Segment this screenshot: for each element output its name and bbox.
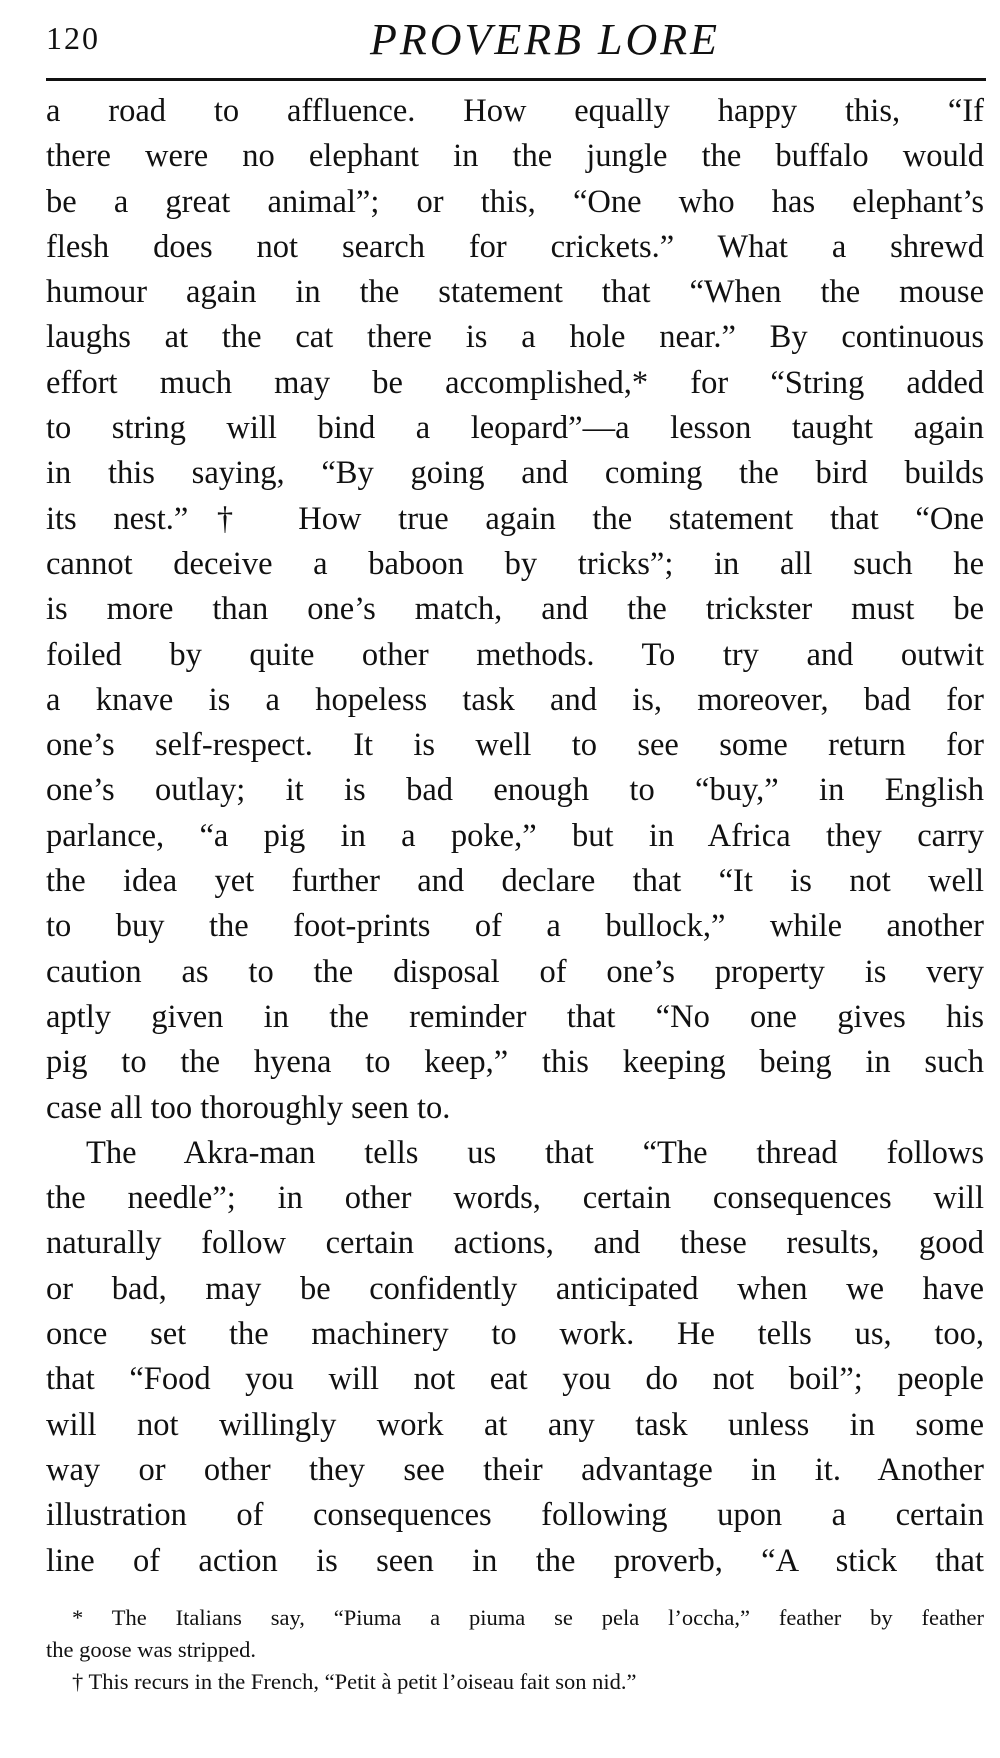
footnote-line: * The Italians say, “Piuma a piuma se pela l’occha,” feather by feather <box>72 1604 984 1630</box>
footnote-line: the goose was stripped. <box>46 1636 256 1662</box>
text-line: the needle”; in other words, certain consequences will <box>46 1180 984 1217</box>
text-line: foiled by quite other methods. To try and outwit <box>46 636 984 673</box>
footnotes <box>46 1602 984 1698</box>
running-head <box>46 14 984 68</box>
text-line: or bad, may be confidently anticipated when we have <box>46 1270 984 1307</box>
text-line: aptly given in the reminder that “No one gives his <box>46 998 984 1035</box>
text-line: is more than one’s match, and the trickster must be <box>46 591 984 628</box>
text-line: a road to affluence. How equally happy this, “If <box>46 93 984 129</box>
text-line: effort much may be accomplished,* for “String added <box>46 364 984 401</box>
text-line: case all too thoroughly seen to. <box>46 1089 451 1126</box>
text-line: parlance, “a pig in a poke,” but in Africa they carry <box>46 817 984 854</box>
text-line: the idea yet further and declare that “It is not well <box>46 863 984 900</box>
book-page <box>46 14 984 1698</box>
text-line: The Akra-man tells us that “The thread follows <box>86 1134 984 1171</box>
text-line: cannot deceive a baboon by tricks”; in all such he <box>46 545 984 582</box>
text-line: its nest.”† How true again the statement that “One <box>46 500 984 537</box>
text-line: laughs at the cat there is a hole near.” By continuous <box>46 319 984 356</box>
text-line: will not willingly work at any task unless in some <box>46 1406 984 1443</box>
text-line: be a great animal”; or this, “One who has elephant’s <box>46 183 984 220</box>
text-line: a knave is a hopeless task and is, moreover, bad for <box>46 681 984 718</box>
text-line: there were no elephant in the jungle the buffalo would <box>46 138 984 175</box>
text-line: naturally follow certain actions, and these results, good <box>46 1225 984 1262</box>
text-line: one’s outlay; it is bad enough to “buy,” in English <box>46 772 984 809</box>
text-line: once set the machinery to work. He tells us, too, <box>46 1316 984 1353</box>
footnote-line: † This recurs in the French, “Petit à petit l’oiseau fait son nid.” <box>72 1668 637 1694</box>
text-line: caution as to the disposal of one’s property is very <box>46 953 984 990</box>
text-line: illustration of consequences following upon a certain <box>46 1497 984 1534</box>
text-line: in this saying, “By going and coming the bird builds <box>46 455 984 492</box>
text-line: that “Food you will not eat you do not boil”; people <box>46 1361 984 1398</box>
text-line: to buy the foot-prints of a bullock,” while another <box>46 908 984 945</box>
header-rule <box>46 78 986 81</box>
text-line: pig to the hyena to keep,” this keeping being in such <box>46 1044 984 1081</box>
text-line: one’s self-respect. It is well to see some return for <box>46 727 984 764</box>
running-title: PROVERB LORE <box>369 15 721 64</box>
text-line: way or other they see their advantage in it. Another <box>46 1451 984 1488</box>
text-line: to string will bind a leopard”—a lesson taught again <box>46 410 984 447</box>
text-line: flesh does not search for crickets.” What a shrewd <box>46 228 984 265</box>
page-number: 120 <box>46 20 100 56</box>
text-line: line of action is seen in the proverb, “A stick that <box>46 1542 984 1579</box>
body-text <box>46 89 984 1584</box>
text-line: humour again in the statement that “When the mouse <box>46 274 984 311</box>
